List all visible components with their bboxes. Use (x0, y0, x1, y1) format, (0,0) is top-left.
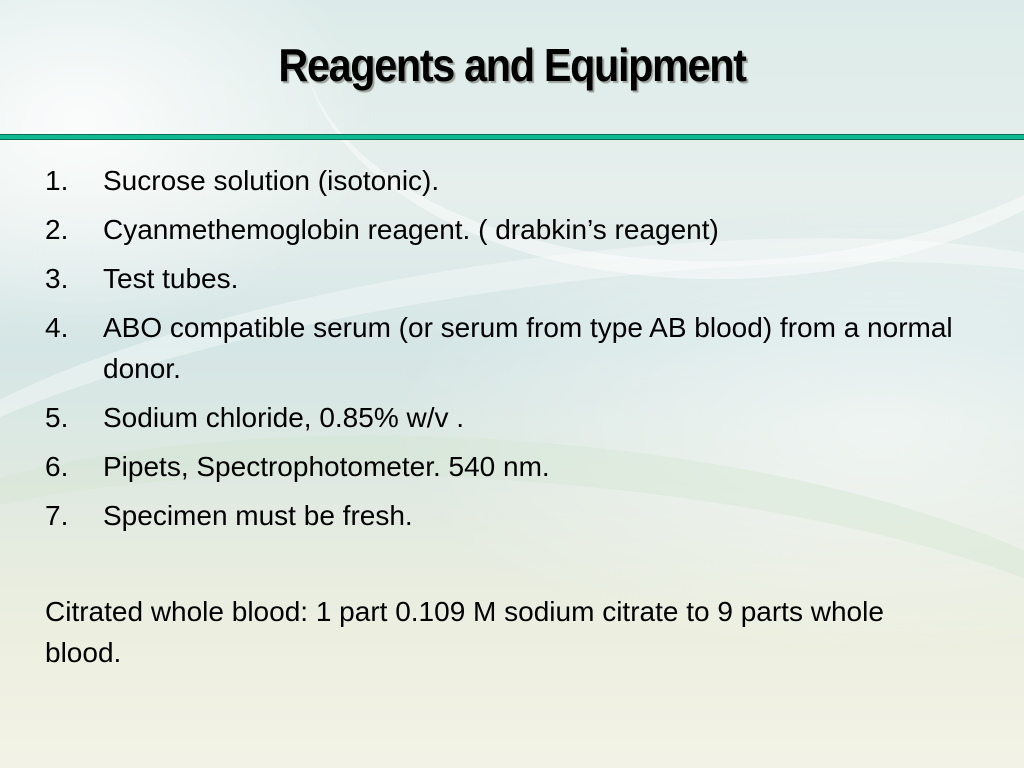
list-item-text: Pipets, Spectrophotometer. 540 nm. (103, 451, 550, 482)
list-item (45, 307, 965, 389)
list-item-number: 3. (45, 263, 69, 294)
list-item-text: ABO compatible serum (or serum from type AB blood) from a normal donor. (103, 312, 953, 384)
list-item-text: Sodium chloride, 0.85% w/v . (103, 402, 465, 433)
citrate-note: Citrated whole blood: 1 part 0.109 M sodium citrate to 9 parts whole blood. (45, 596, 884, 668)
reagent-list (45, 160, 965, 544)
slide-title: Reagents and Equipment (278, 39, 746, 91)
title-divider (0, 134, 1024, 140)
list-item (45, 495, 965, 536)
list-item-text: Specimen must be fresh. (103, 500, 413, 531)
list-item (45, 397, 965, 438)
list-item-text: Test tubes. (103, 263, 239, 294)
list-item-number: 2. (45, 214, 69, 245)
list-item (45, 258, 965, 299)
list-item-number: 1. (45, 165, 69, 196)
list-item-number: 6. (45, 451, 69, 482)
list-item-number: 4. (45, 312, 69, 343)
list-item-text: Sucrose solution (isotonic). (103, 165, 440, 196)
list-item (45, 209, 965, 250)
list-item-number: 5. (45, 402, 69, 433)
list-item-text: Cyanmethemoglobin reagent. ( drabkin’s reagent) (103, 214, 719, 245)
list-item-number: 7. (45, 500, 69, 531)
list-item (45, 160, 965, 201)
list-item (45, 446, 965, 487)
